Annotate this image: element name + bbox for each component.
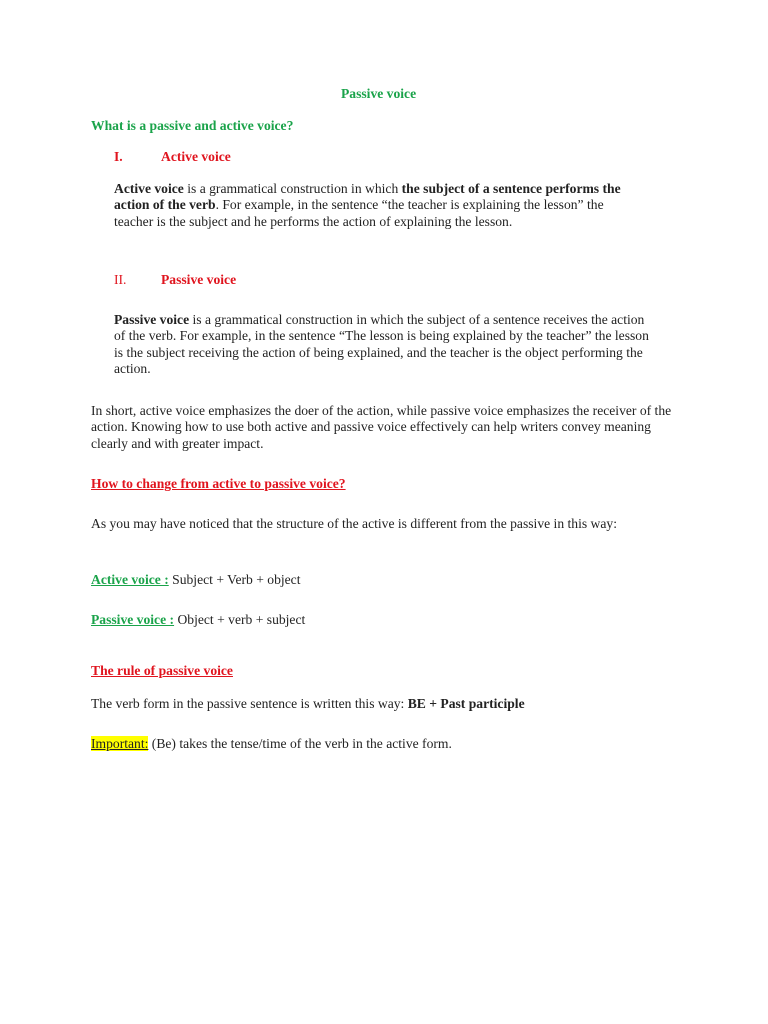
important-text: (Be) takes the tense/time of the verb in the active form. <box>148 736 452 751</box>
rule-line <box>91 696 525 712</box>
section-1-paragraph <box>114 181 634 230</box>
passive-voice-label: Passive voice : <box>91 612 175 627</box>
structure-intro: As you may have noticed that the structure of the active is different from the passive in this way: <box>91 516 617 531</box>
section-1-numeral: I. <box>114 149 123 164</box>
active-voice-label: Active voice : <box>91 572 169 587</box>
rule-text: The verb form in the passive sentence is written this way: <box>91 696 408 711</box>
active-formula: Subject + Verb + object <box>168 572 301 587</box>
section-1-text-a: is a grammatical construction in which <box>183 181 402 196</box>
section-1-text-b: . For example, in the sentence “the teacher is explaining the lesson” the teacher is the subject and he performs the action of explaining the lesson. <box>114 197 604 229</box>
important-label: Important: <box>91 736 149 751</box>
section-2-text: is a grammatical construction in which the subject of a sentence receives the action of the verb. For example, in the sentence “The lesson is being explained by the teacher” the lesson is the subject receiving the action of being explained, and the teacher is the object performing the action. <box>114 312 649 377</box>
important-line <box>91 736 452 752</box>
document-title: Passive voice <box>341 86 417 101</box>
section-1-bold-phrase: the subject of a sentence performs the action of the verb <box>114 181 621 213</box>
summary-paragraph: In short, active voice emphasizes the doer of the action, while passive voice emphasizes the receiver of the action. Knowing how to use both active and passive voice effectively can help writers convey meaning clearly and with greater impact. <box>91 403 672 451</box>
section-2-heading: Passive voice <box>161 272 237 287</box>
active-voice-term: Active voice <box>114 181 184 196</box>
rule-formula: BE + Past participle <box>407 696 525 711</box>
section-2-numeral: II. <box>114 272 127 287</box>
passive-voice-term: Passive voice <box>114 312 190 327</box>
section-2-paragraph <box>114 312 654 378</box>
question-heading: What is a passive and active voice? <box>91 118 294 133</box>
passive-formula: Object + verb + subject <box>174 612 306 627</box>
section-1-heading: Active voice <box>161 149 231 164</box>
active-formula-line <box>91 572 301 588</box>
passive-formula-line <box>91 612 305 628</box>
rule-heading: The rule of passive voice <box>91 663 233 678</box>
how-to-change-heading: How to change from active to passive voice? <box>91 476 346 491</box>
